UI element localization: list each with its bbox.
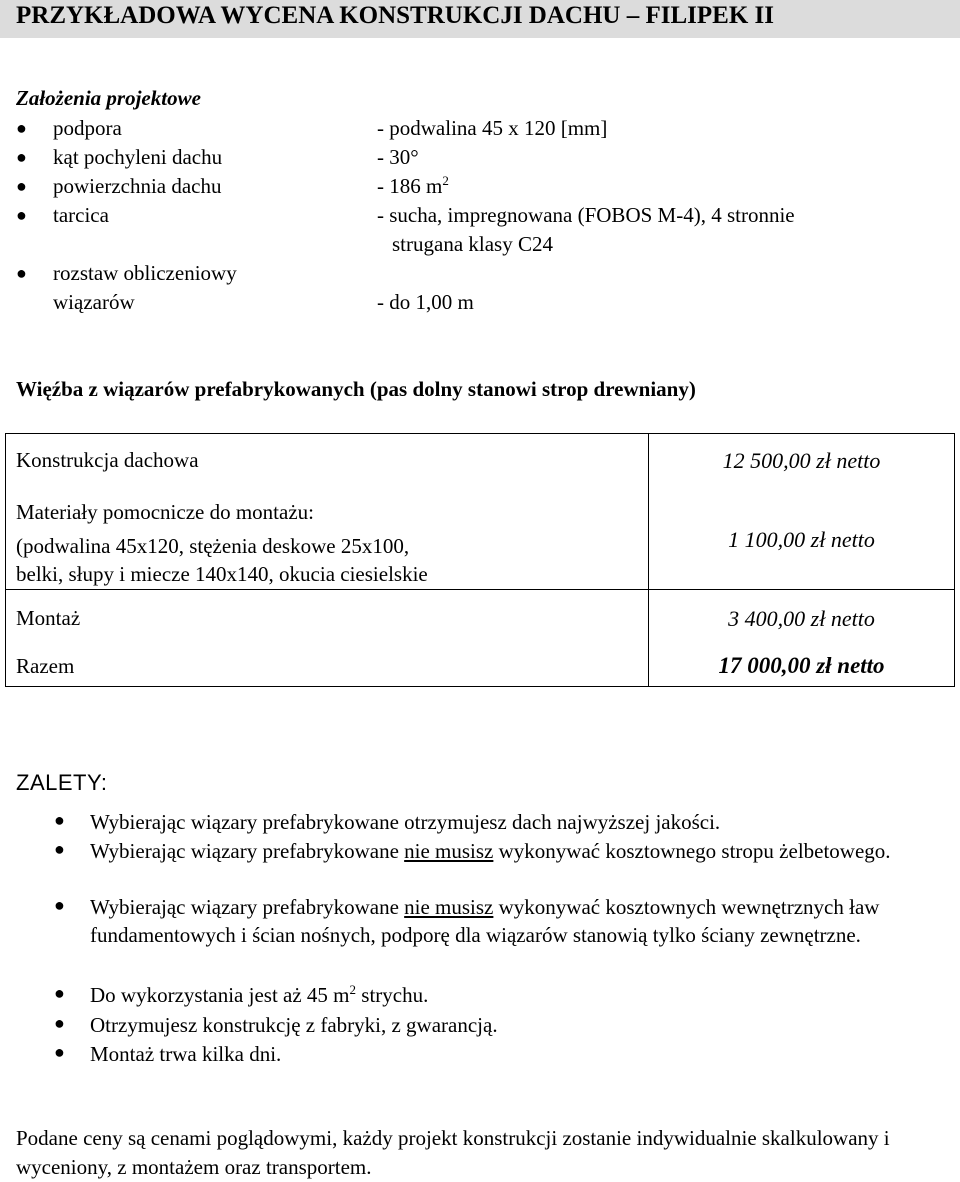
assumption-label: kąt pochyleni dachu (53, 145, 223, 169)
bullet-icon: ● (16, 147, 27, 167)
underlined-phrase: nie musisz (404, 895, 494, 919)
assumption-value: - do 1,00 m (377, 290, 474, 314)
advantage-text (90, 981, 940, 1009)
bullet-icon: ● (54, 839, 65, 859)
advantages-heading: ZALETY: (16, 770, 108, 795)
bullet-icon: ● (54, 983, 65, 1003)
bullet-icon: ● (16, 205, 27, 225)
assumption-value-text: - 186 m (377, 174, 443, 198)
advantage-text-part: Wybierając wiązary prefabrykowane (90, 895, 405, 919)
advantage-text-part: Do wykorzystania jest aż 45 m (90, 983, 350, 1007)
superscript: 2 (349, 982, 357, 997)
assumption-value-continued: strugana klasy C24 (392, 232, 553, 256)
footnote: Podane ceny są cenami poglądowymi, każdy projekt konstrukcji zostanie indywidualnie skalkulowany i wyceniony, z montażem oraz transportem. (16, 1126, 890, 1179)
advantage-text-part: Wybierając wiązary prefabrykowane (90, 839, 405, 863)
assumption-value: - podwalina 45 x 120 [mm] (377, 116, 608, 140)
bullet-icon: ● (16, 263, 27, 283)
assumption-roof-area (0, 174, 960, 203)
cost-table (5, 433, 955, 687)
section-heading: Więźba z wiązarów prefabrykowanych (pas dolny stanowi strop drewniany) (16, 377, 696, 401)
assumption-label: tarcica (53, 203, 109, 227)
assumption-roof-pitch (0, 145, 960, 174)
assumption-value: - sucha, impregnowana (FOBOS M-4), 4 stronnie (377, 203, 795, 227)
underlined-phrase: nie musisz (404, 839, 494, 863)
assumption-label: powierzchnia dachu (53, 174, 222, 198)
bullet-icon: ● (54, 1042, 65, 1062)
bullet-icon: ● (54, 1013, 65, 1033)
table-divider (6, 589, 954, 590)
advantage-text: Wybierając wiązary prefabrykowane otrzymujesz dach najwyższej jakości. (90, 810, 721, 834)
superscript: 2 (442, 173, 449, 188)
bullet-icon: ● (16, 176, 27, 196)
assumption-value (377, 174, 449, 199)
assumption-value: - 30° (377, 145, 419, 169)
advantage-text (90, 837, 940, 865)
bullet-icon: ● (54, 895, 65, 915)
assumptions-list (0, 116, 960, 319)
cost-label-materials: Materiały pomocnicze do montażu: (16, 500, 314, 524)
cost-label-total: Razem (16, 654, 75, 678)
cost-price-assembly: 3 400,00 zł netto (728, 606, 875, 631)
assumption-label: podpora (53, 116, 122, 140)
cost-price-total: 17 000,00 zł netto (718, 653, 885, 678)
bullet-icon: ● (54, 810, 65, 830)
cost-label-assembly: Montaż (16, 606, 81, 630)
bullet-icon: ● (16, 118, 27, 138)
advantage-text: Montaż trwa kilka dni. (90, 1042, 282, 1066)
advantage-text-part: wykonywać kosztownego stropu żelbetowego. (493, 839, 891, 863)
assumptions-heading: Założenia projektowe (16, 86, 201, 110)
advantage-text (90, 893, 940, 949)
advantage-text-part: wykonywać kosztownych wewnętrznych ław fundamentowych i ścian nośnych, podporę dla wiązarów stanowią tylko ściany zewnętrzne. (90, 895, 880, 947)
assumption-label: rozstaw obliczeniowy (53, 261, 237, 285)
assumption-label-continued: wiązarów (53, 290, 135, 314)
cost-detail-materials-line2: belki, słupy i miecze 140x140, okucia ciesielskie (16, 562, 428, 586)
assumption-support (0, 116, 960, 145)
cost-detail-materials-line1: (podwalina 45x120, stężenia deskowe 25x100, (16, 534, 410, 558)
cost-label-roof-structure: Konstrukcja dachowa (16, 448, 199, 472)
document-title: PRZYKŁADOWA WYCENA KONSTRUKCJI DACHU – FILIPEK II (0, 0, 960, 38)
cost-price-roof-structure: 12 500,00 zł netto (722, 448, 881, 473)
advantage-text: Otrzymujesz konstrukcję z fabryki, z gwarancją. (90, 1013, 498, 1037)
assumption-timber (0, 203, 960, 261)
cost-price-materials: 1 100,00 zł netto (728, 527, 875, 552)
advantage-text-part: strychu. (356, 983, 429, 1007)
assumption-truss-spacing (0, 261, 960, 319)
